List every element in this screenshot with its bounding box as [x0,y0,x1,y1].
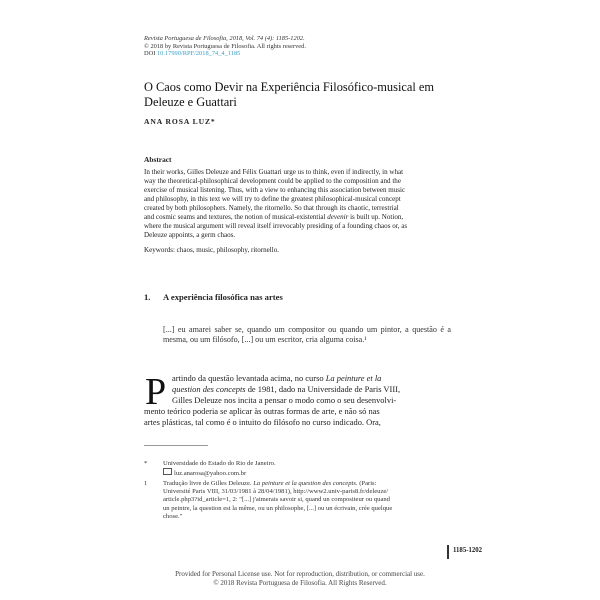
license-line: Provided for Personal License use. Not for reproduction, distribution, or commercial use. [175,570,425,578]
envelope-icon [163,468,172,475]
section-heading [144,292,283,302]
abstract-line: In their works, Gilles Deleuze and Félix Guattari urge us to think, even if indirectly, in what [144,168,404,176]
footnote-divider [144,445,208,446]
abstract-line: and philosophy, in this text we will try to define the greatest philosophical-musical concept [144,194,401,203]
doi-label: DOI [144,50,156,58]
doi-line [144,50,306,58]
footer-copyright: © 2018 Revista Portuguesa de Filosofia. All Rights Reserved. [213,578,387,587]
author-email[interactable]: luz.anarosa@yahoo.com.br [174,470,247,478]
author-name: ANA ROSA LUZ* [144,117,216,126]
body-line-2: question des concepts de 1981, dado na Universidade de Paris VIII, [172,384,401,394]
drop-cap: P [145,371,167,413]
abstract-line: and cosmic seams and textures, the notion of musical-existential devenir is built up. Notion, [144,212,404,221]
keywords: Keywords: chaos, music, philosophy, ritornello. [144,246,279,254]
body-line-4: mento teórico poderia se aplicar às outras formas de arte, e não só nas [144,406,380,416]
abstract-text [144,168,455,240]
footnote-star [163,460,276,478]
article-title-line-1: O Caos como Devir na Experiência Filosófico-musical em [144,80,435,94]
journal-citation: Revista Portuguesa de Filosofia, 2018, Vol. 74 (4): 1185-1202. [144,35,305,42]
body-line-1: artindo da questão levantada acima, no curso La peinture et la [172,373,382,383]
doi-link[interactable]: 10.17990/RPF/2018_74_4_1185 [156,50,241,58]
journal-header [144,35,306,58]
abstract-line: created by both philosophers. Namely, the ritornello. So that through its chaotic, terrestrial [144,203,399,212]
article-title [144,80,474,110]
section-number: 1. [144,292,151,302]
license-footer [0,570,600,587]
copyright-line: © 2018 by Revista Portuguesa de Filosofia. All rights reserved. [144,42,306,50]
affiliation: Universidade do Estado do Rio de Janeiro. [163,460,276,467]
devenir-term: devenir [327,212,349,221]
footnote-one-mark: 1 [144,480,148,487]
footnote-url-line: Université Paris VIII, 31/03/1981 à 28/04/1981), http://www2.univ-paris8.fr/deleuze/ [163,488,389,496]
abstract-line: where the musical argument will reveal itself irrevocably presiding of a founding chaos or, as [144,221,408,230]
page-range: 1185-1202 [447,545,482,559]
abstract-line: Deleuze appoints, a germ chaos. [144,230,236,239]
section-title: A experiência filosófica nas artes [163,292,283,302]
block-quote: [...] eu amarei saber se, quando um compositor ou quando um pintor, a questão é a mesma, ou um filósofo, [...] ou um escritor, cria alguma coisa.¹ [163,325,451,345]
article-title-line-2: Deleuze e Guattari [144,95,237,109]
abstract-heading: Abstract [144,155,172,164]
abstract-line: exercise of musical listening. Thus, with a view to enhancing this association between music [144,185,406,194]
abstract-line: way the theoretical-philosophical development could be applied to the composition and the [144,176,401,185]
body-line-5: artes plásticas, tal como é o intuito do filósofo no curso indicado. Ora, [144,417,381,427]
body-line-3: Gilles Deleuze nos incita a pensar o modo como o seu desenvolvi- [172,395,397,405]
footnote-one: Tradução livre de Gilles Deleuze. La peinture et la question des concepts. (Paris: Université Paris VIII, 31/03/1981 à 28/04/1981), http://www2.univ-paris8.fr/deleuze/ article.php3?id_article=1, 2: "[...] j'aimerais savoir si, quand un compositeur ou quand un peintre, la question est la même, ou un philosophe, [...] ou un écrivain, crée quelque chose." [163,480,455,521]
footnote-star-mark: * [144,460,148,467]
